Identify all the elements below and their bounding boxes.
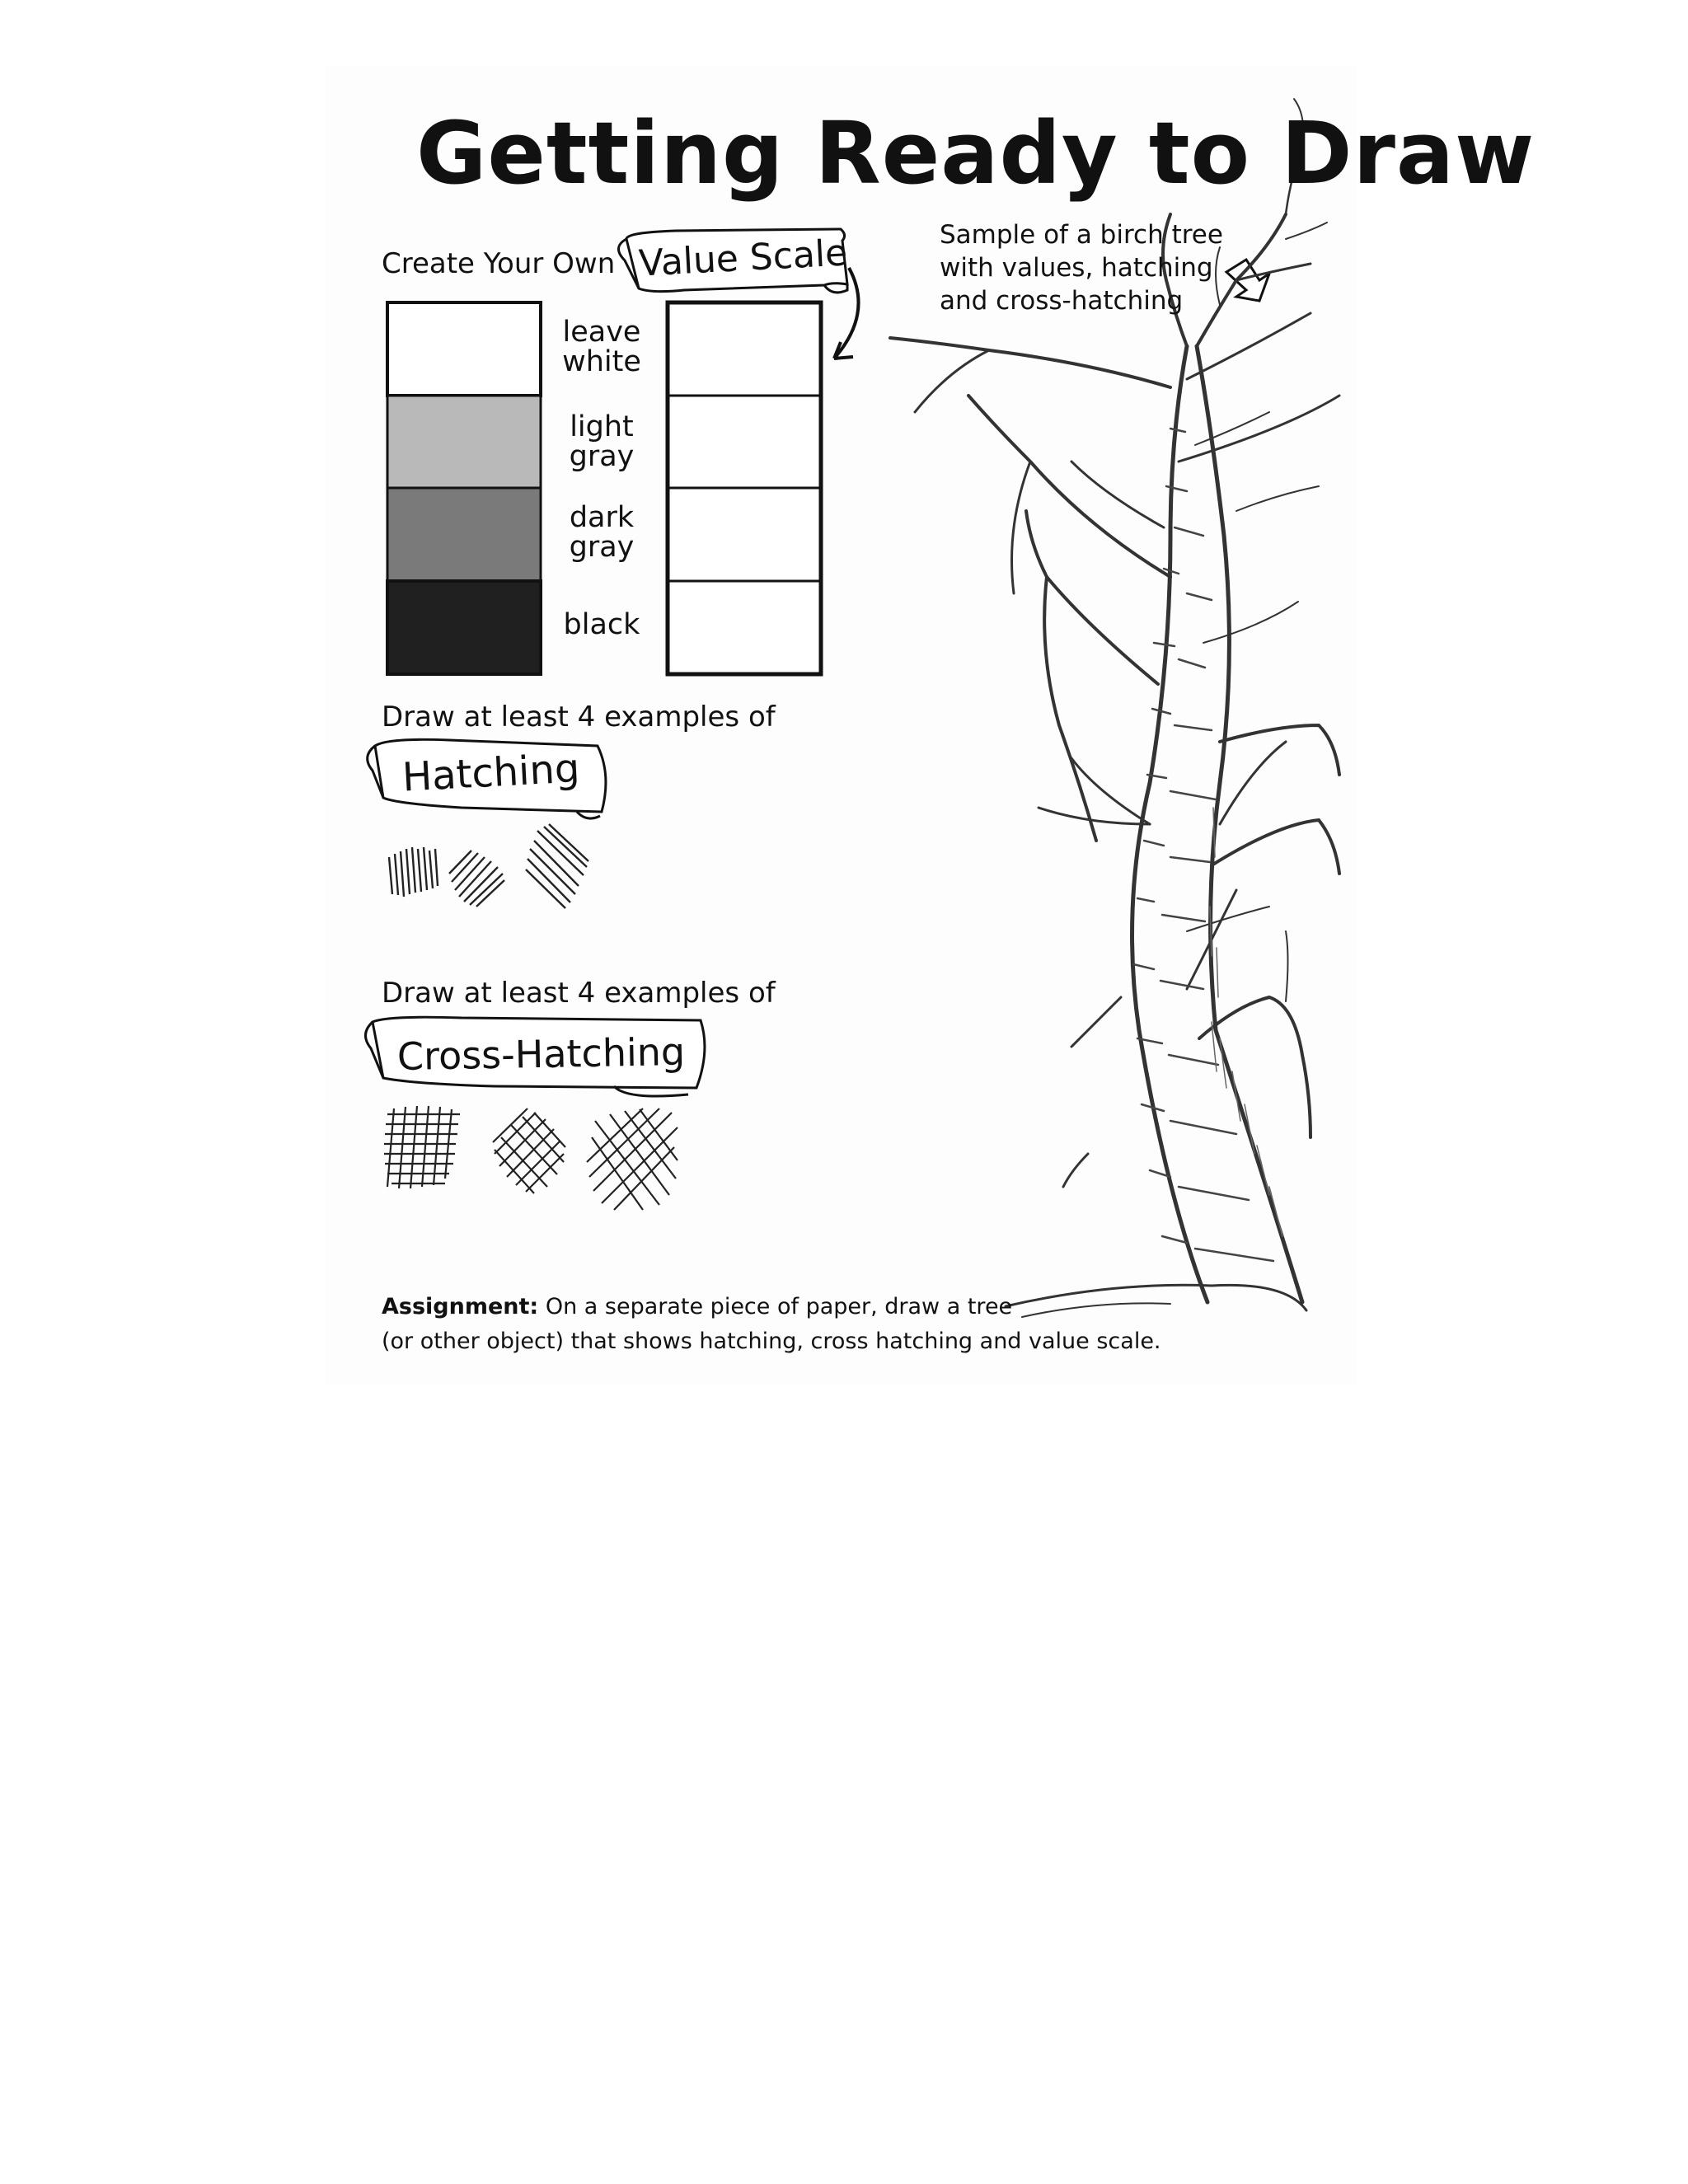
assignment-text: Assignment: On a separate piece of paper, draw a tree (or other object) that shows hatching, cross hatching and value scale. [382, 1294, 1161, 1354]
value-label-black: black [563, 608, 640, 641]
hatching-banner-label: Hatching [401, 745, 581, 801]
hatching-intro: Draw at least 4 examples of [382, 701, 776, 733]
value-label-dark-gray: dark gray [569, 501, 635, 564]
value-scale-example [387, 302, 541, 674]
tree-caption: Sample of a birch tree with values, hatching and cross-hatching [940, 220, 1223, 316]
cross-hatching-samples [384, 1106, 678, 1210]
hatching-samples [389, 824, 588, 908]
value-label-white: leave white [562, 316, 641, 378]
value-scale-banner-label: Value Scale [637, 232, 849, 285]
cross-hatching-banner-label: Cross-Hatching [396, 1029, 686, 1080]
assignment-label: Assignment: [382, 1294, 539, 1319]
value-label-light-gray: light gray [569, 410, 635, 473]
page-title: Getting Ready to Draw [416, 103, 1536, 204]
value-scale-blank[interactable] [668, 302, 821, 674]
value-scale-intro: Create Your Own [382, 247, 616, 280]
cross-hatching-intro: Draw at least 4 examples of [382, 977, 776, 1010]
